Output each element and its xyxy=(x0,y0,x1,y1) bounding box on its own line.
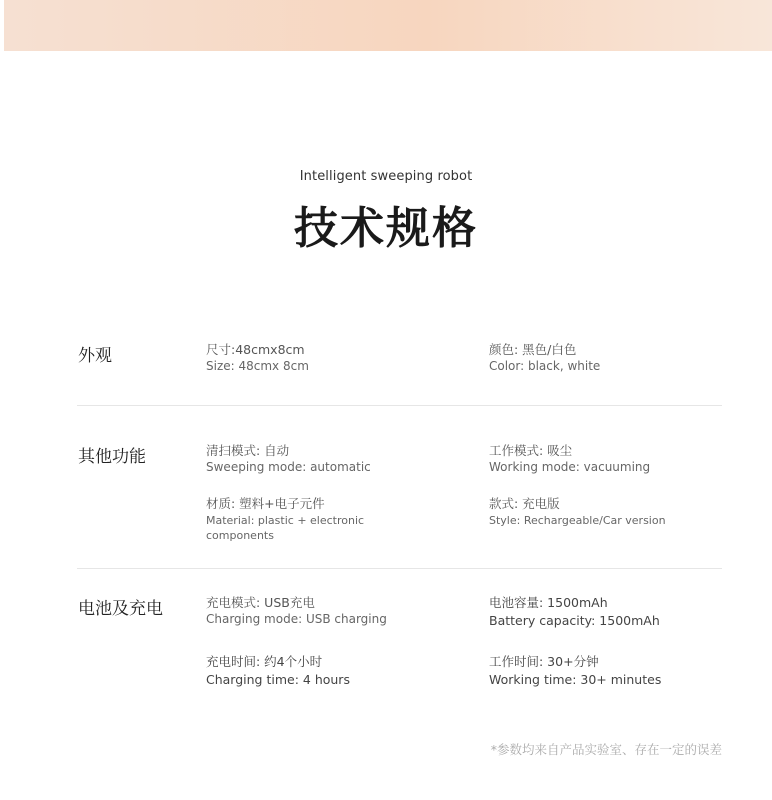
spec-charging-time-zh: 充电时间: 约4个小时 xyxy=(206,654,323,669)
spec-style-en: Style: Rechargeable/Car version xyxy=(489,514,666,527)
spec-material-zh: 材质: 塑料+电子元件 xyxy=(206,496,325,511)
spec-size-en: Size: 48cmx 8cm xyxy=(206,359,309,373)
spec-charging-mode-en: Charging mode: USB charging xyxy=(206,612,387,626)
spec-sweeping-mode-en: Sweeping mode: automatic xyxy=(206,460,371,474)
spec-material-en: Material: plastic + electronic components xyxy=(206,514,365,542)
disclaimer-footnote: *参数均来自产品实验室、存在一定的误差 xyxy=(490,742,722,757)
spec-size xyxy=(206,341,446,374)
spec-charging-mode xyxy=(206,594,446,627)
spec-color xyxy=(489,341,729,374)
spec-battery-capacity-zh: 电池容量: 1500mAh xyxy=(489,595,608,610)
spec-style-zh: 款式: 充电版 xyxy=(489,496,560,511)
spec-color-en: Color: black, white xyxy=(489,359,601,373)
spec-sweeping-mode xyxy=(206,442,446,475)
spec-charging-time xyxy=(206,653,446,688)
spec-sweeping-mode-zh: 清扫模式: 自动 xyxy=(206,443,290,458)
section-title-appearance: 外观 xyxy=(78,346,112,366)
spec-battery-capacity-en: Battery capacity: 1500mAh xyxy=(489,613,660,628)
spec-working-time-zh: 工作时间: 30+分钟 xyxy=(489,654,599,669)
spec-working-mode-zh: 工作模式: 吸尘 xyxy=(489,443,573,458)
spec-working-mode-en: Working mode: vacuuming xyxy=(489,460,651,474)
section-divider xyxy=(77,405,722,406)
section-title-battery-charging: 电池及充电 xyxy=(78,599,163,619)
spec-style xyxy=(489,495,729,528)
top-banner-strip xyxy=(4,0,772,51)
spec-charging-time-en: Charging time: 4 hours xyxy=(206,672,350,687)
section-title-other-functions: 其他功能 xyxy=(78,447,146,467)
spec-battery-capacity xyxy=(489,594,729,629)
page-subtitle: Intelligent sweeping robot xyxy=(299,169,473,184)
section-divider xyxy=(77,568,722,569)
spec-working-mode xyxy=(489,442,729,475)
spec-size-zh: 尺寸:48cmx8cm xyxy=(206,342,305,357)
spec-working-time xyxy=(489,653,729,688)
spec-material xyxy=(206,495,406,543)
page-title: 技术规格 xyxy=(294,203,478,254)
spec-charging-mode-zh: 充电模式: USB充电 xyxy=(206,595,315,610)
spec-working-time-en: Working time: 30+ minutes xyxy=(489,672,662,687)
spec-color-zh: 颜色: 黑色/白色 xyxy=(489,342,577,357)
